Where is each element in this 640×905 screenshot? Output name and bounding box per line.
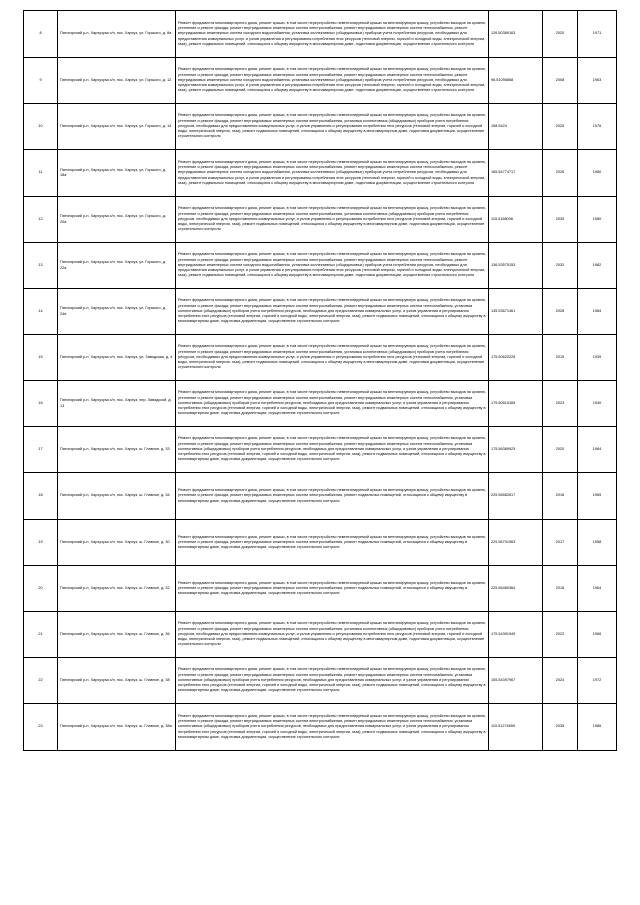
planned-year-cell: 2020 — [543, 427, 578, 473]
table-row — [24, 289, 617, 335]
row-number-cell: 14 — [24, 289, 58, 335]
cost-cell: 115.51274659 — [489, 704, 543, 751]
row-number-cell: 9 — [24, 58, 58, 104]
table-row — [24, 520, 617, 566]
planned-year-cell: 2023 — [543, 381, 578, 427]
address-cell: Пятигорский р-н, Хархузуза с/п, пос. Хархуз, ул. Горького, д. 12 — [58, 58, 176, 104]
built-year-cell: 1964 — [578, 566, 617, 612]
row-number-cell: 20 — [24, 566, 58, 612]
built-year-cell: 1972 — [578, 658, 617, 704]
address-cell: Пятигорский р-н, Хархузуза с/п, пос. Хархуз, ул. Горького, д. 8а — [58, 11, 176, 58]
work-description-cell: Ремонт фундамента многоквартирного дома, ремонт крыши, в том числе переустройство невентилируемой крыши на вентилируемую крышу, устройство выходов на кровлю, утепление и ремонт фасада, ремонт внутридомовых инженерных систем электроснабжения, ремонт внутридомовых инженерных систем теплоснабжения, ремонт внутридомовых инженерных систем холодного водоснабжения, установка коллективных (общедомовых) приборов учета потребления ресурсов, необходимых для предоставления коммунальных услуг, и узлов управления и регулирования потребления этих ресурсов (тепловой энергии, горячей и холодной воды, электрической энергии, газа), ремонт подвальных помещений, относящихся к общему имуществу в многоквартирном доме, подготовка документации, осуществление строительного контроля — [176, 150, 489, 197]
table-row — [24, 335, 617, 381]
address-cell: Пятигорский р-н, Хархузуза с/п, пос. Хархуз, ул. Горького, д. 24а — [58, 289, 176, 335]
built-year-cell: 1980 — [578, 197, 617, 243]
cost-cell: 135.53671461 — [489, 289, 543, 335]
address-cell: Пятигорский р-н, Хархузуза с/п, пос. Хархуз, ш. Главное, д. 32 — [58, 566, 176, 612]
table-row — [24, 704, 617, 751]
work-description-cell: Ремонт фундамента многоквартирного дома, ремонт крыши, в том числе переустройство невентилируемой крыши на вентилируемую крышу, устройство выходов на кровлю, утепление и ремонт фасада, ремонт внутридомовых инженерных систем электроснабжения, ремонт подвальных помещений, относящихся к общему имуществу в многоквартирном доме, подготовка документации, осуществление строительного контроля — [176, 520, 489, 566]
planned-year-cell: 2017 — [543, 520, 578, 566]
cost-cell: 115.5168098 — [489, 197, 543, 243]
address-cell: Пятигорский р-н, Хархузуза с/п, пос. Хархуз, ул. Горького, д. 18а — [58, 150, 176, 197]
cost-cell: 165.54774717 — [489, 150, 543, 197]
work-description-cell: Ремонт фундамента многоквартирного дома, ремонт крыши, в том числе переустройство невентилируемой крыши на вентилируемую крышу, устройство выходов на кровлю, утепление и ремонт фасада, ремонт внутридомовых инженерных систем электроснабжения, ремонт подвальных помещений, относящихся к общему имуществу в многоквартирном доме, подготовка документации, осуществление строительного контроля — [176, 473, 489, 520]
table-row — [24, 104, 617, 150]
cost-cell: 175.56389923 — [489, 427, 543, 473]
built-year-cell: 1939 — [578, 335, 617, 381]
work-description-cell: Ремонт фундамента многоквартирного дома, ремонт крыши, в том числе переустройство невентилируемой крыши на вентилируемую крышу, устройство выходов на кровлю, утепление и ремонт фасада, ремонт внутридомовых инженерных систем электроснабжения, ремонт внутридомовых инженерных систем теплоснабжения, ремонт внутридомовых инженерных систем холодного водоснабжения, установка коллективных (общедомовых) приборов учета потребления ресурсов, необходимых для предоставления коммунальных услуг, и узлов управления и регулирования потребления этих ресурсов (тепловой энергии, горячей и холодной воды, электрической энергии, газа), ремонт подвальных помещений, относящихся к общему имуществу в многоквартирном доме, подготовка документации, осуществление строительного контроля — [176, 243, 489, 289]
address-cell: Пятигорский р-н, Хархузуза с/п, пос. Хархуз, ул. Горького, д. 22а — [58, 243, 176, 289]
work-description-cell: Ремонт фундамента многоквартирного дома, ремонт крыши, в том числе переустройство невентилируемой крыши на вентилируемую крышу, устройство выходов на кровлю, утепление и ремонт фасада, ремонт внутридомовых инженерных систем электроснабжения, установка коллективных (общедомовых) приборов учета потребления ресурсов, необходимых для предоставления коммунальных услуг, и узлов управления и регулирования потребления этих ресурсов (тепловой энергии, горячей и холодной воды, электрической энергии, газа), ремонт подвальных помещений, относящихся к общему имуществу в многоквартирном доме, подготовка документации, осуществление строительного контроля — [176, 197, 489, 243]
row-number-cell: 12 — [24, 197, 58, 243]
planned-year-cell: 2035 — [543, 197, 578, 243]
table-row — [24, 473, 617, 520]
row-number-cell: 8 — [24, 11, 58, 58]
table-row — [24, 11, 617, 58]
planned-year-cell: 2035 — [543, 704, 578, 751]
address-cell: Пятигорский р-н, Хархузуза с/п, пос. Хархуз, ш. Главное, д. 34 — [58, 473, 176, 520]
table-row — [24, 197, 617, 243]
built-year-cell: 1984 — [578, 427, 617, 473]
row-number-cell: 13 — [24, 243, 58, 289]
work-description-cell: Ремонт фундамента многоквартирного дома, ремонт крыши, в том числе переустройство невентилируемой крыши на вентилируемую крышу, устройство выходов на кровлю, утепление и ремонт фасада, ремонт внутридомовых инженерных систем электроснабжения, установка коллективных (общедомовых) приборов учета потребления ресурсов, необходимых для предоставления коммунальных услуг, и узлов управления и регулирования потребления этих ресурсов (тепловой энергии, горячей и холодной воды, электрической энергии, газа), ремонт подвальных помещений, относящихся к общему имуществу в многоквартирном доме, подготовка документации, осуществление строительного контроля — [176, 104, 489, 150]
planned-year-cell: 2024 — [543, 658, 578, 704]
work-description-cell: Ремонт фундамента многоквартирного дома, ремонт крыши, в том числе переустройство невентилируемой крыши на вентилируемую крышу, устройство выходов на кровлю, утепление и ремонт фасада, ремонт внутридомовых инженерных систем электроснабжения, установка коллективных (общедомовых) приборов учета потребления ресурсов, необходимых для предоставления коммунальных услуг, и узлов управления и регулирования потребления этих ресурсов (тепловой энергии, горячей и холодной воды, электрической энергии, газа), ремонт подвальных помещений, относящихся к общему имуществу в многоквартирном доме, подготовка документации, осуществление строительного контроля — [176, 612, 489, 658]
planned-year-cell: 2032 — [543, 243, 578, 289]
built-year-cell: 1966 — [578, 612, 617, 658]
document-page — [23, 10, 616, 751]
table-row — [24, 243, 617, 289]
planned-year-cell: 2025 — [543, 104, 578, 150]
table-row — [24, 612, 617, 658]
cost-cell: 158.5424 — [489, 104, 543, 150]
row-number-cell: 21 — [24, 612, 58, 658]
planned-year-cell: 2020 — [543, 11, 578, 58]
work-description-cell: Ремонт фундамента многоквартирного дома, ремонт крыши, в том числе переустройство невентилируемой крыши на вентилируемую крышу, устройство выходов на кровлю, утепление и ремонт фасада, ремонт внутридомовых инженерных систем электроснабжения, ремонт внутридомовых инженерных систем теплоснабжения, установка коллективных (общедомовых) приборов учета потребления ресурсов, необходимых для предоставления коммунальных услуг, и узлов управления и регулирования потребления этих ресурсов (тепловой энергии, горячей и холодной воды, электрической энергии, газа), ремонт подвальных помещений, относящихся к общему имуществу в многоквартирном доме, подготовка документации, осуществление строительного контроля — [176, 427, 489, 473]
row-number-cell: 15 — [24, 335, 58, 381]
address-cell: Пятигорский р-н, Хархузуза с/п, пос. Хархуз, ш. Главное, д. 36 — [58, 612, 176, 658]
row-number-cell: 16 — [24, 381, 58, 427]
cost-cell: 175.50620226 — [489, 335, 543, 381]
built-year-cell: 1971 — [578, 11, 617, 58]
built-year-cell: 1976 — [578, 104, 617, 150]
cost-cell: 126.50389163 — [489, 11, 543, 58]
planned-year-cell: 2019 — [543, 335, 578, 381]
table-row — [24, 150, 617, 197]
row-number-cell: 22 — [24, 658, 58, 704]
row-number-cell: 17 — [24, 427, 58, 473]
table-row — [24, 658, 617, 704]
planned-year-cell: 2018 — [543, 566, 578, 612]
cost-cell: 225.56480364 — [489, 566, 543, 612]
built-year-cell: 1984 — [578, 289, 617, 335]
address-cell: Пятигорский р-н, Хархузуза с/п, пос. Хархуз, ш. Главное, д. 30 — [58, 520, 176, 566]
work-description-cell: Ремонт фундамента многоквартирного дома, ремонт крыши, в том числе переустройство невентилируемой крыши на вентилируемую крышу, устройство выходов на кровлю, утепление и ремонт фасада, ремонт внутридомовых инженерных систем электроснабжения, ремонт внутридомовых инженерных систем теплоснабжения, установка коллективных (общедомовых) приборов учета потребления ресурсов, необходимых для предоставления коммунальных услуг, и узлов управления и регулирования потребления этих ресурсов (тепловой энергии, горячей и холодной воды, электрической энергии, газа), ремонт подвальных помещений, относящихся к общему имуществу в многоквартирном доме, подготовка документации, осуществление строительного контроля — [176, 289, 489, 335]
built-year-cell: 1940 — [578, 381, 617, 427]
cost-cell: 155.54397967 — [489, 658, 543, 704]
cost-cell: 96.51096868 — [489, 58, 543, 104]
work-description-cell: Ремонт фундамента многоквартирного дома, ремонт крыши, в том числе переустройство невентилируемой крыши на вентилируемую крышу, устройство выходов на кровлю, утепление и ремонт фасада, ремонт внутридомовых инженерных систем электроснабжения, ремонт внутридомовых инженерных систем теплоснабжения, установка коллективных (общедомовых) приборов учета потребления ресурсов, необходимых для предоставления коммунальных услуг, и узлов управления и регулирования потребления этих ресурсов (тепловой энергии, горячей и холодной воды, электрической энергии, газа), ремонт подвальных помещений, относящихся к общему имуществу в многоквартирном доме, подготовка документации, осуществление строительного контроля — [176, 381, 489, 427]
table-row — [24, 381, 617, 427]
row-number-cell: 19 — [24, 520, 58, 566]
address-cell: Пятигорский р-н, Хархузуза с/п, пос. Хархуз, ул. Горького, д. 14 — [58, 104, 176, 150]
planned-year-cell: 2028 — [543, 289, 578, 335]
cost-cell: 175.50515165 — [489, 381, 543, 427]
planned-year-cell: 2016 — [543, 473, 578, 520]
row-number-cell: 11 — [24, 150, 58, 197]
work-description-cell: Ремонт фундамента многоквартирного дома, ремонт крыши, в том числе переустройство невентилируемой крыши на вентилируемую крышу, устройство выходов на кровлю, утепление и ремонт фасада, ремонт внутридомовых инженерных систем электроснабжения, ремонт внутридомовых инженерных систем теплоснабжения, ремонт внутридомовых инженерных систем холодного водоснабжения, установка коллективных (общедомовых) приборов учета потребления ресурсов, необходимых для предоставления коммунальных услуг, и узлов управления и регулирования потребления этих ресурсов (тепловой энергии, горячей и холодной воды, электрической энергии, газа), ремонт подвальных помещений, относящихся к общему имуществу в многоквартирном доме, подготовка документации, осуществление строительного контроля — [176, 58, 489, 104]
built-year-cell: 1963 — [578, 58, 617, 104]
table-row — [24, 58, 617, 104]
address-cell: Пятигорский р-н, Хархузуза с/п, пос. Хархуз, ул. Заводская, д. 4 — [58, 335, 176, 381]
capital-repair-table — [23, 10, 617, 751]
work-description-cell: Ремонт фундамента многоквартирного дома, ремонт крыши, в том числе переустройство невентилируемой крыши на вентилируемую крышу, устройство выходов на кровлю, утепление и ремонт фасада, ремонт внутридомовых инженерных систем электроснабжения, ремонт внутридомовых инженерных систем теплоснабжения, ремонт внутридомовых инженерных систем холодного водоснабжения, установка коллективных (общедомовых) приборов учета потребления ресурсов, необходимых для предоставления коммунальных услуг, и узлов управления и регулирования потребления этих ресурсов (тепловой энергии, горячей и холодной воды, электрической энергии, газа), ремонт подвальных помещений, относящихся к общему имуществу в многоквартирном доме, подготовка документации, осуществление строительного контроля — [176, 11, 489, 58]
row-number-cell: 23 — [24, 704, 58, 751]
planned-year-cell: 2022 — [543, 612, 578, 658]
work-description-cell: Ремонт фундамента многоквартирного дома, ремонт крыши, в том числе переустройство невентилируемой крыши на вентилируемую крышу, устройство выходов на кровлю, утепление и ремонт фасада, ремонт внутридомовых инженерных систем электроснабжения, ремонт внутридомовых инженерных систем теплоснабжения, установка коллективных (общедомовых) приборов учета потребления ресурсов, необходимых для предоставления коммунальных услуг, и узлов управления и регулирования потребления этих ресурсов (тепловой энергии, горячей и холодной воды, электрической энергии, газа), ремонт подвальных помещений, относящихся к общему имуществу в многоквартирном доме, подготовка документации, осуществление строительного контроля — [176, 658, 489, 704]
address-cell: Пятигорский р-н, Хархузуза с/п, пос. Хархуз, ул. Горького, д. 20а — [58, 197, 176, 243]
work-description-cell: Ремонт фундамента многоквартирного дома, ремонт крыши, в том числе переустройство невентилируемой крыши на вентилируемую крышу, устройство выходов на кровлю, утепление и ремонт фасада, ремонт внутридомовых инженерных систем электроснабжения, ремонт внутридомовых инженерных систем теплоснабжения, установка коллективных (общедомовых) приборов учета потребления ресурсов, необходимых для предоставления коммунальных услуг, и узлов управления и регулирования потребления этих ресурсов (тепловой энергии, горячей и холодной воды, электрической энергии, газа), ремонт подвальных помещений, относящихся к общему имуществу в многоквартирном доме, подготовка документации, осуществление строительного контроля — [176, 704, 489, 751]
cost-cell: 225.56701963 — [489, 520, 543, 566]
table-row — [24, 566, 617, 612]
address-cell: Пятигорский р-н, Хархузуза с/п, пос. Хархуз, пер. Заводской, д. 13 — [58, 381, 176, 427]
address-cell: Пятигорский р-н, Хархузуза с/п, пос. Хархуз, ш. Главное, д. 38а — [58, 704, 176, 751]
built-year-cell: 1980 — [578, 150, 617, 197]
built-year-cell: 1986 — [578, 704, 617, 751]
built-year-cell: 1982 — [578, 243, 617, 289]
work-description-cell: Ремонт фундамента многоквартирного дома, ремонт крыши, в том числе переустройство невентилируемой крыши на вентилируемую крышу, устройство выходов на кровлю, утепление и ремонт фасада, ремонт внутридомовых инженерных систем электроснабжения, установка коллективных (общедомовых) приборов учета потребления ресурсов, необходимых для предоставления коммунальных услуг, и узлов управления и регулирования потребления этих ресурсов (тепловой энергии, горячей и холодной воды, электрической энергии, газа), ремонт подвальных помещений, относящихся к общему имуществу в многоквартирном доме, подготовка документации, осуществление строительного контроля — [176, 335, 489, 381]
address-cell: Пятигорский р-н, Хархузуза с/п, пос. Хархуз, ш. Главное, д. 33 — [58, 427, 176, 473]
table-row — [24, 427, 617, 473]
work-description-cell: Ремонт фундамента многоквартирного дома, ремонт крыши, в том числе переустройство невентилируемой крыши на вентилируемую крышу, устройство выходов на кровлю, утепление и ремонт фасада, ремонт внутридомовых инженерных систем электроснабжения, ремонт подвальных помещений, относящихся к общему имуществу в многоквартирном доме, подготовка документации, осуществление строительного контроля — [176, 566, 489, 612]
planned-year-cell: 2008 — [543, 58, 578, 104]
cost-cell: 175.54391949 — [489, 612, 543, 658]
cost-cell: 136.53575153 — [489, 243, 543, 289]
row-number-cell: 10 — [24, 104, 58, 150]
cost-cell: 225.56582617 — [489, 473, 543, 520]
planned-year-cell: 2026 — [543, 150, 578, 197]
built-year-cell: 1965 — [578, 473, 617, 520]
row-number-cell: 18 — [24, 473, 58, 520]
built-year-cell: 1958 — [578, 520, 617, 566]
address-cell: Пятигорский р-н, Хархузуза с/п, пос. Хархуз, ш. Главное, д. 38 — [58, 658, 176, 704]
table-body — [24, 11, 617, 751]
